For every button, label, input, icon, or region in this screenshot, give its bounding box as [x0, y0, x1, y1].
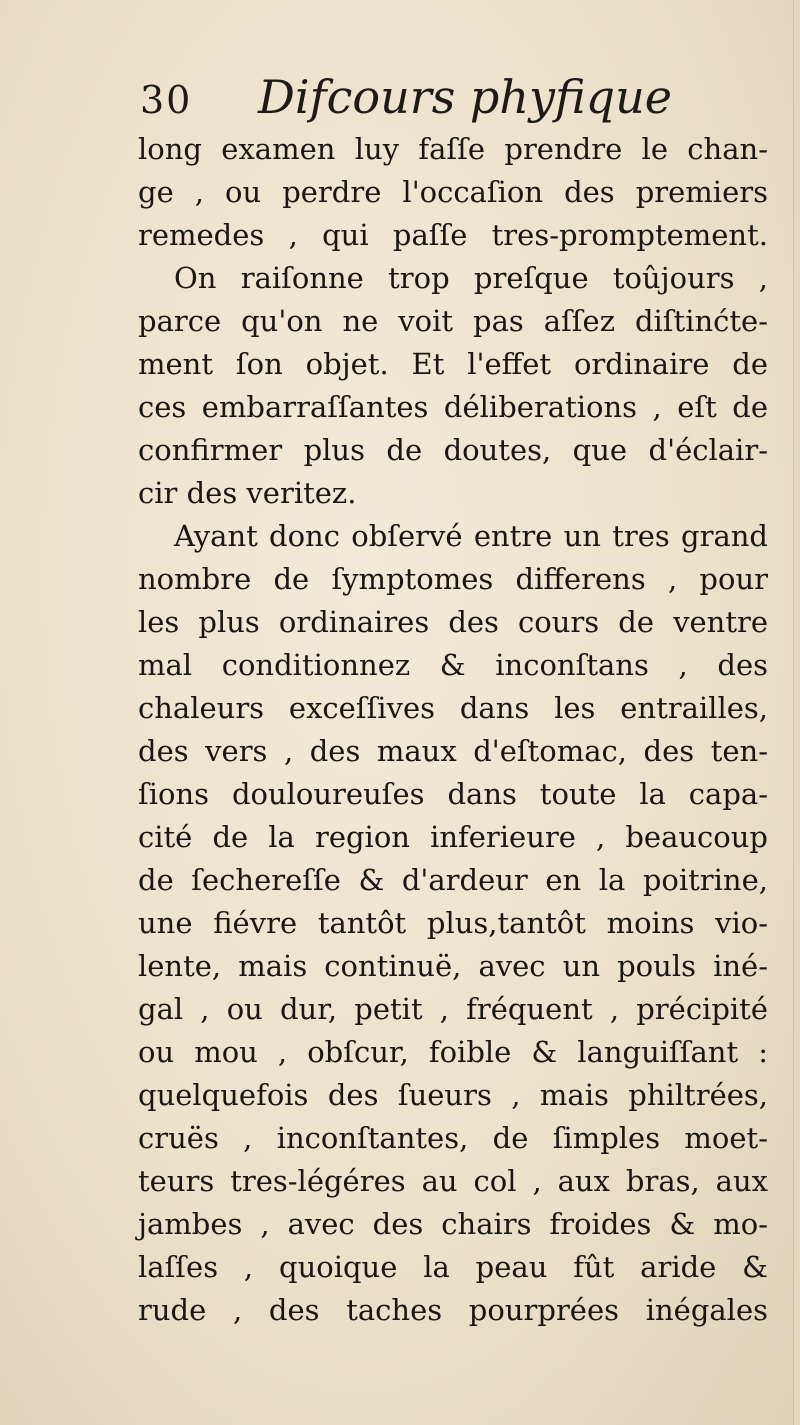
text-line: ge , ou perdre l'occaſion des premiers [138, 175, 768, 209]
text-line: remedes , qui paſſe tres-promptement. [138, 218, 768, 252]
text-line: cir des veritez. [138, 476, 357, 510]
text-line: gal , ou dur, petit , fréquent , précipité [138, 992, 768, 1026]
text-line: les plus ordinaires des cours de ventre [138, 605, 768, 639]
text-line: nombre de ſymptomes differens , pour [138, 562, 768, 596]
text-line: des vers , des maux d'eſtomac, des ten- [138, 734, 768, 768]
text-line: cité de la region inferieure , beaucoup [138, 820, 768, 854]
text-line: confirmer plus de doutes, que d'éclair- [138, 433, 768, 467]
running-title: Difcours phyfique [258, 70, 672, 124]
text-line: rude , des taches pourprées inégales [138, 1293, 768, 1327]
text-line: ou mou , obſcur, foible & languiſſant : [138, 1035, 768, 1069]
page-number: 30 [140, 78, 193, 122]
text-line: chaleurs exceſſives dans les entrailles, [138, 691, 768, 725]
text-line: une fiévre tantôt plus,tantôt moins vio- [138, 906, 768, 940]
text-line: parce qu'on ne voit pas aſſez diſtinćte- [138, 304, 768, 338]
text-line: teurs tres-légéres au col , aux bras, aux [138, 1164, 768, 1198]
text-line: de ſechereſſe & d'ardeur en la poitrine, [138, 863, 768, 897]
text-line: laſſes , quoique la peau fût aride & [138, 1250, 768, 1284]
text-line: jambes , avec des chairs froides & mo- [138, 1207, 768, 1241]
text-line: Ayant donc obſervé entre un tres grand [174, 519, 768, 553]
text-line: quelquefois des ſueurs , mais philtrées, [138, 1078, 768, 1112]
text-line: cruës , inconſtantes, de ſimples moet- [138, 1121, 768, 1155]
page-edge [793, 0, 800, 1425]
text-line: mal conditionnez & inconſtans , des [138, 648, 768, 682]
text-line: lente, mais continuë, avec un pouls iné- [138, 949, 768, 983]
text-line: On raiſonne trop preſque toûjours , [174, 261, 768, 295]
text-line: ment ſon objet. Et l'effet ordinaire de [138, 347, 768, 381]
text-line: long examen luy faſſe prendre le chan- [138, 132, 768, 166]
text-line: ſions douloureuſes dans toute la capa- [138, 777, 768, 811]
text-line: ces embarraſſantes déliberations , eſt de [138, 390, 768, 424]
body-text [138, 128, 768, 1332]
